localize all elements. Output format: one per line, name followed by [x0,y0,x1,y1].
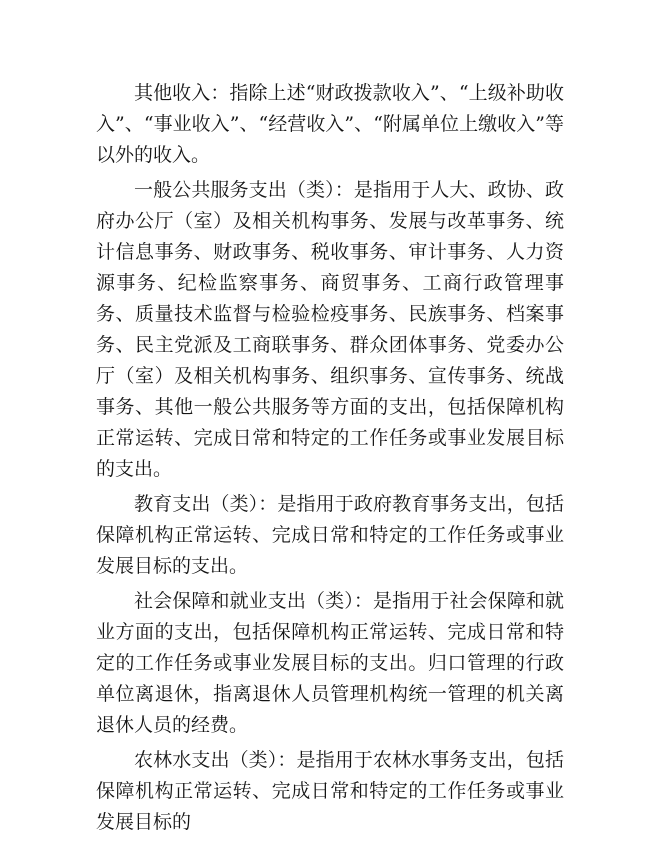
paragraph-other-income: 其他收入：指除上述“财政拨款收入”、“上级补助收入”、“事业收入”、“经营收入”、“附属单位上缴收入”等以外的收入。 [96,82,564,166]
paragraph-social-security-expenditure: 社会保障和就业支出（类）：是指用于社会保障和就业方面的支出，包括保障机构正常运转、完成日常和特定的工作任务或事业发展目标的支出。归口管理的行政单位离退休，指离退休人员管理机构统一管理的机关离退休人员的经费。 [96,590,564,736]
paragraph-agriculture-expenditure: 农林水支出（类）：是指用于农林水事务支出，包括保障机构正常运转、完成日常和特定的工作任务或事业发展目标的 [96,749,564,833]
document-body [96,78,564,838]
paragraph-education-expenditure: 教育支出（类）：是指用于政府教育事务支出，包括保障机构正常运转、完成日常和特定的工作任务或事业发展目标的支出。 [96,493,564,577]
paragraph-general-public-services: 一般公共服务支出（类）：是指用于人大、政协、政府办公厅（室）及相关机构事务、发展与改革事务、统计信息事务、财政事务、税收事务、审计事务、人力资源事务、纪检监察事务、商贸事务、工商行政管理事务、质量技术监督与检验检疫事务、民族事务、档案事务、民主党派及工商联事务、群众团体事务、党委办公厅（室）及相关机构事务、组织事务、宣传事务、统战事务、其他一般公共服务等方面的支出，包括保障机构正常运转、完成日常和特定的工作任务或事业发展目标的支出。 [96,179,564,480]
